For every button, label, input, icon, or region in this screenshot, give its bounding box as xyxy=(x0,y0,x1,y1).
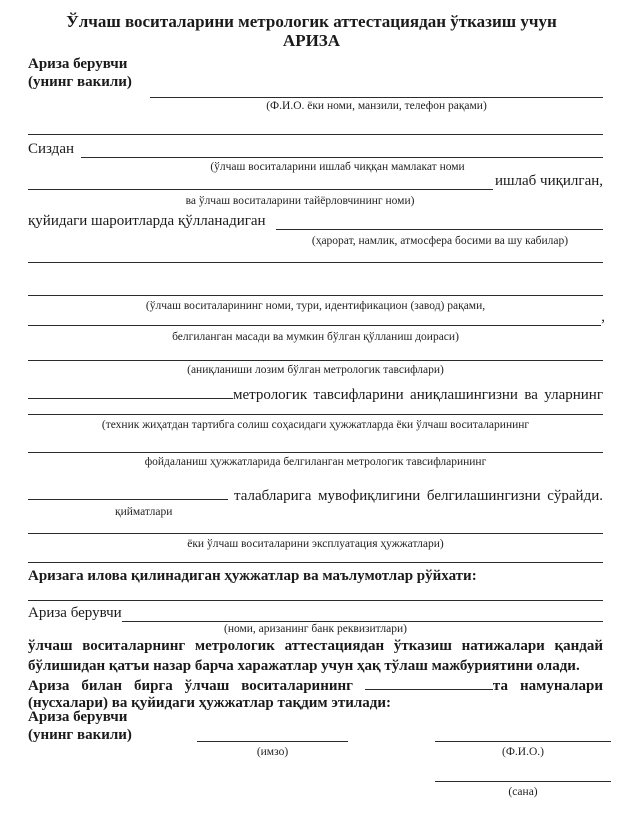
values-blank-line xyxy=(28,486,228,500)
characteristics-caption: (аниқланиши лозим бўлган метрологик тавсифлари) xyxy=(187,364,444,376)
applicant-blank-line xyxy=(150,83,603,98)
blank-line xyxy=(28,414,603,415)
signature-caption: (имзо) xyxy=(256,746,289,758)
blank-line xyxy=(28,134,603,135)
conditions-blank-line xyxy=(276,214,603,230)
technical-caption: (техник жиҳатдан тартибга солиш соҳасидаги ҳужжатларда ёки ўлчаш воситаларининг xyxy=(101,419,530,431)
date-caption: (сана) xyxy=(508,786,538,798)
samples-before-text: Ариза билан бирга ўлчаш воситаларининг xyxy=(28,678,353,694)
date-blank-line xyxy=(435,769,611,782)
blank-line xyxy=(28,262,603,263)
device-caption: (ўлчаш воситаларининг номи, тури, идентификацион (завод) рақами, xyxy=(145,300,486,312)
applicant-bank-label: Ариза берувчи xyxy=(28,605,122,621)
manufacturer-blank-line xyxy=(28,174,493,190)
determine-blank-line xyxy=(28,385,233,399)
document-title-line2: АРИЗА xyxy=(282,31,341,50)
samples-line2: (нусхалари) ва қуйидаги ҳужжатлар тақдим этилади: xyxy=(28,695,391,711)
blank-line xyxy=(28,360,603,361)
obligation-paragraph: ўлчаш воситаларнинг метрологик аттестациядан ўтказиш натижалари қандай бўлишидан қатъи назар барча харажатлар учун ҳақ тўлаш мажбуриятини олади. xyxy=(28,638,603,674)
applicant-representative-label: (унинг вакили) xyxy=(28,74,132,90)
produced-text: ишлаб чиқилган, xyxy=(494,173,603,189)
purpose-caption: белгиланган масади ва мумкин бўлган қўлланиш доираси) xyxy=(172,331,459,343)
trailing-comma: , xyxy=(601,309,605,325)
fio-caption: (Ф.И.О. ёки номи, манзили, телефон рақами) xyxy=(266,100,487,112)
document-title-line1: Ўлчаш воситаларини метрологик аттестациядан ўтказиш учун xyxy=(66,12,557,31)
manufacturer-caption: ва ўлчаш воситаларини тайёрловчининг номи) xyxy=(185,195,415,207)
bank-blank-line xyxy=(122,606,603,622)
blank-line xyxy=(28,562,603,563)
purpose-blank-line xyxy=(28,310,601,326)
values-caption: қийматлари xyxy=(115,506,173,518)
attachments-heading: Аризага илова қилинадиган ҳужжатлар ва маълумотлар рўйхати: xyxy=(28,568,477,584)
signature-applicant-label: Ариза берувчи xyxy=(28,709,128,725)
fio-blank-line xyxy=(435,729,611,742)
from-blank-line xyxy=(81,142,603,158)
country-caption: (ўлчаш воситаларини ишлаб чиққан мамлакат номи xyxy=(210,161,465,173)
exploitation-caption: ёки ўлчаш воситаларини эксплуатация ҳужжатлари) xyxy=(187,538,444,550)
usage-caption: фойдаланиш ҳужжатларида белгиланган метрологик тавсифларининг xyxy=(144,456,487,468)
applicant-label: Ариза берувчи xyxy=(28,56,128,72)
signature-representative-label: (унинг вакили) xyxy=(28,727,132,743)
fio-bottom-caption: (Ф.И.О.) xyxy=(502,746,544,758)
blank-line xyxy=(28,452,603,453)
conditions-text: қуйидаги шароитларда қўлланадиган xyxy=(28,213,266,229)
conditions-caption: (ҳарорат, намлик, атмосфера босими ва шу кабилар) xyxy=(311,235,569,247)
from-label: Сиздан xyxy=(28,141,75,157)
determine-text: метрологик тавсифларини аниқлашингизни ва уларнинг xyxy=(233,387,603,403)
compliance-text: талабларига мувофиқлигини белгилашингизни сўрайди. xyxy=(234,488,603,504)
samples-count-blank-line xyxy=(365,676,493,690)
signature-blank-line xyxy=(197,729,348,742)
blank-line xyxy=(28,533,603,534)
bank-caption: (номи, аризанинг банк реквизитлари) xyxy=(223,623,408,635)
samples-after-text: та намуналари xyxy=(492,678,603,694)
blank-line xyxy=(28,295,603,296)
blank-line xyxy=(28,600,603,601)
